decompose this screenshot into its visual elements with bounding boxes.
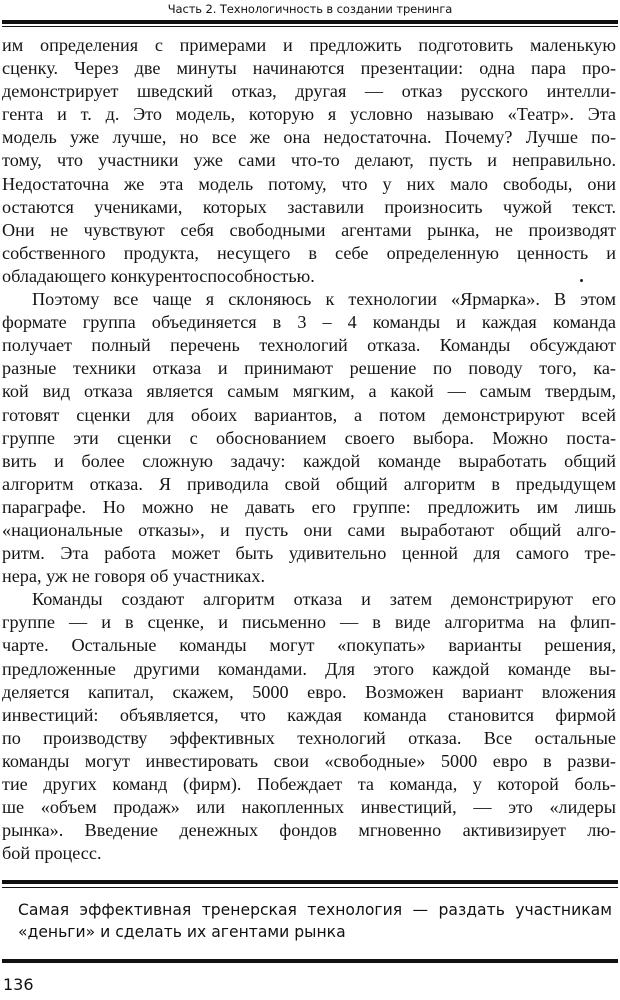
- text-line: по производству эффективных технологий отказа. Все остальные: [2, 727, 616, 748]
- header-rule-thin: [2, 26, 618, 27]
- text-line: группе эти сценки с обоснованием своего выбора. Можно поста-: [2, 427, 616, 448]
- text-line: группе — и в сценке, и письменно — в виде алгоритма на флип-: [2, 612, 616, 633]
- text-line: чарте. Остальные команды могут «покупать» варианты решения,: [2, 635, 616, 656]
- text-line: получает полный перечень технологий отказа. Команды обсуждают: [2, 335, 616, 356]
- text-line: демонстрирует шведский отказ, другая — отказ русского интелли-: [2, 81, 616, 102]
- page-number: 136: [3, 975, 34, 994]
- paragraph-start-line: Поэтому все чаще я склоняюсь к технологии «Ярмарка». В этом: [32, 289, 616, 310]
- text-line: параграфе. Но можно не давать его группе: предложить им лишь: [2, 496, 616, 517]
- text-line: бой процесс.: [2, 843, 102, 864]
- text-line: им определения с примерами и предложить подготовить маленькую: [2, 35, 616, 55]
- text-line: сценку. Через две минуты начинаются презентации: одна пара про-: [2, 58, 616, 79]
- text-line: формате группа объединяется в 3 – 4 команды и каждая команда: [2, 312, 616, 333]
- text-line: собственного продукта, несущего в себе определенную ценность и: [2, 242, 616, 263]
- text-line: ритм. Эта работа может быть удивительно ценной для самого тре-: [2, 543, 616, 564]
- text-line: Недостаточна же эта модель потому, что у них мало свободы, они: [2, 173, 616, 194]
- text-line: разные техники отказа и принимают решение по поводу того, ка-: [2, 358, 616, 379]
- text-line: «национальные отказы», и пусть они сами выработают общий алго-: [2, 519, 616, 540]
- text-line: тие других команд (фирм). Побеждает та команда, у которой боль-: [2, 774, 616, 794]
- text-line: обладающего конкурентоспособностью.: [2, 265, 315, 286]
- callout-rule-bottom: [2, 959, 618, 963]
- running-header: Часть 2. Технологичность в создании тренинга: [167, 2, 453, 16]
- text-line: остаются учениками, которых заставили произносить чужой текст.: [2, 196, 616, 217]
- stray-dot-mark: [580, 279, 583, 282]
- text-line: модель уже лучше, но все же она недостаточна. Почему? Лучше по-: [2, 127, 616, 148]
- callout-rule-top-thin: [2, 887, 618, 888]
- text-line: рынка». Введение денежных фондов мгновенно активизирует лю-: [2, 820, 616, 841]
- paragraph-start-line: Команды создают алгоритм отказа и затем демонстрируют его: [32, 589, 616, 610]
- callout-line: Самая эффективная тренерская технология — раздать участникам: [18, 901, 612, 919]
- text-line: алгоритм отказа. Я приводила свой общий алгоритм в предыдущем: [2, 473, 616, 494]
- text-line: нера, уж не говоря об участниках.: [2, 566, 266, 587]
- callout-line: «деньги» и сделать их агентами рынка: [18, 923, 346, 941]
- callout-box: [18, 899, 612, 943]
- header-rule: [2, 20, 618, 24]
- text-line: предложенные другими командами. Для этого каждой команде вы-: [2, 658, 616, 679]
- text-line: Они не чувствуют себя свободными агентами рынка, не производят: [2, 219, 616, 240]
- text-line: кой вид отказа является самым мягким, а какой — самым твердым,: [2, 381, 616, 402]
- text-line: гента и т. д. Это модель, которую я условно называю «Театр». Эта: [2, 104, 616, 125]
- text-line: инвестиций: объявляется, что каждая команда становится фирмой: [2, 704, 616, 725]
- text-line: команды могут инвестировать свои «свободные» 5000 евро в разви-: [2, 750, 616, 771]
- text-line: готовят сценки для обоих вариантов, а потом демонстрируют всей: [2, 404, 616, 425]
- callout-rule-top: [2, 880, 618, 884]
- text-line: деляется капитал, скажем, 5000 евро. Возможен вариант вложения: [2, 681, 616, 702]
- text-line: ше «объем продаж» или накопленных инвестиций, — это «лидеры: [2, 797, 616, 818]
- text-line: вить и более сложную задачу: каждой команде выработать общий: [2, 450, 616, 471]
- body-text: [2, 34, 616, 865]
- text-line: тому, что участники уже сами что-то делают, пусть и неправильно.: [2, 150, 616, 171]
